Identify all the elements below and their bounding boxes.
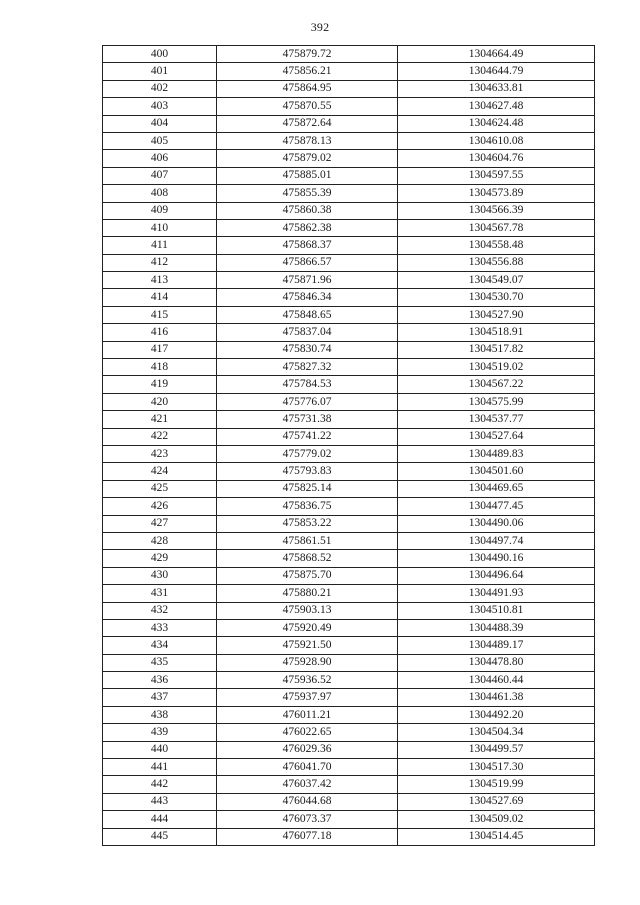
y-coordinate-cell: 1304514.45: [398, 828, 595, 845]
table-row: [103, 411, 595, 428]
y-coordinate-cell: 1304499.57: [398, 741, 595, 758]
x-coordinate-cell: 475846.34: [217, 289, 398, 306]
point-number-cell: 403: [103, 98, 217, 115]
y-coordinate-cell: 1304489.83: [398, 445, 595, 462]
y-coordinate-cell: 1304519.99: [398, 776, 595, 793]
x-coordinate-cell: 475866.57: [217, 254, 398, 271]
x-coordinate-cell: 476029.36: [217, 741, 398, 758]
point-number-cell: 408: [103, 185, 217, 202]
y-coordinate-cell: 1304469.65: [398, 480, 595, 497]
point-number-cell: 440: [103, 741, 217, 758]
table-row: [103, 393, 595, 410]
x-coordinate-cell: 476011.21: [217, 706, 398, 723]
point-number-cell: 405: [103, 132, 217, 149]
x-coordinate-cell: 475860.38: [217, 202, 398, 219]
table-row: [103, 828, 595, 845]
x-coordinate-cell: 475903.13: [217, 602, 398, 619]
table-row: [103, 306, 595, 323]
y-coordinate-cell: 1304478.80: [398, 654, 595, 671]
y-coordinate-cell: 1304566.39: [398, 202, 595, 219]
x-coordinate-cell: 475885.01: [217, 167, 398, 184]
point-number-cell: 421: [103, 411, 217, 428]
point-number-cell: 428: [103, 532, 217, 549]
table-row: [103, 254, 595, 271]
table-row: [103, 150, 595, 167]
point-number-cell: 432: [103, 602, 217, 619]
x-coordinate-cell: 475868.37: [217, 237, 398, 254]
x-coordinate-cell: 476041.70: [217, 759, 398, 776]
point-number-cell: 445: [103, 828, 217, 845]
point-number-cell: 413: [103, 272, 217, 289]
point-number-cell: 439: [103, 724, 217, 741]
x-coordinate-cell: 476044.68: [217, 793, 398, 810]
x-coordinate-cell: 475875.70: [217, 567, 398, 584]
x-coordinate-cell: 475936.52: [217, 672, 398, 689]
table-row: [103, 602, 595, 619]
table-row: [103, 672, 595, 689]
x-coordinate-cell: 475879.72: [217, 46, 398, 63]
point-number-cell: 433: [103, 619, 217, 636]
y-coordinate-cell: 1304624.48: [398, 115, 595, 132]
point-number-cell: 437: [103, 689, 217, 706]
x-coordinate-cell: 475837.04: [217, 324, 398, 341]
y-coordinate-cell: 1304664.49: [398, 46, 595, 63]
point-number-cell: 435: [103, 654, 217, 671]
x-coordinate-cell: 475871.96: [217, 272, 398, 289]
table-row: [103, 498, 595, 515]
y-coordinate-cell: 1304501.60: [398, 463, 595, 480]
x-coordinate-cell: 475836.75: [217, 498, 398, 515]
y-coordinate-cell: 1304633.81: [398, 80, 595, 97]
table-row: [103, 741, 595, 758]
x-coordinate-cell: 475879.02: [217, 150, 398, 167]
point-number-cell: 441: [103, 759, 217, 776]
point-number-cell: 425: [103, 480, 217, 497]
point-number-cell: 414: [103, 289, 217, 306]
y-coordinate-cell: 1304518.91: [398, 324, 595, 341]
table-row: [103, 480, 595, 497]
x-coordinate-cell: 475870.55: [217, 98, 398, 115]
point-number-cell: 415: [103, 306, 217, 323]
point-number-cell: 444: [103, 811, 217, 828]
y-coordinate-cell: 1304517.30: [398, 759, 595, 776]
x-coordinate-cell: 475862.38: [217, 219, 398, 236]
point-number-cell: 410: [103, 219, 217, 236]
y-coordinate-cell: 1304490.06: [398, 515, 595, 532]
y-coordinate-cell: 1304527.69: [398, 793, 595, 810]
x-coordinate-cell: 475868.52: [217, 550, 398, 567]
x-coordinate-cell: 476037.42: [217, 776, 398, 793]
y-coordinate-cell: 1304517.82: [398, 341, 595, 358]
x-coordinate-cell: 475731.38: [217, 411, 398, 428]
table-row: [103, 532, 595, 549]
table-row: [103, 202, 595, 219]
point-number-cell: 404: [103, 115, 217, 132]
table-row: [103, 115, 595, 132]
y-coordinate-cell: 1304567.78: [398, 219, 595, 236]
point-number-cell: 418: [103, 359, 217, 376]
x-coordinate-cell: 475848.65: [217, 306, 398, 323]
x-coordinate-cell: 475920.49: [217, 619, 398, 636]
table-row: [103, 550, 595, 567]
table-row: [103, 237, 595, 254]
x-coordinate-cell: 476077.18: [217, 828, 398, 845]
x-coordinate-cell: 475853.22: [217, 515, 398, 532]
y-coordinate-cell: 1304496.64: [398, 567, 595, 584]
y-coordinate-cell: 1304644.79: [398, 63, 595, 80]
table-row: [103, 793, 595, 810]
table-row: [103, 46, 595, 63]
point-number-cell: 423: [103, 445, 217, 462]
y-coordinate-cell: 1304549.07: [398, 272, 595, 289]
point-number-cell: 400: [103, 46, 217, 63]
x-coordinate-cell: 475741.22: [217, 428, 398, 445]
point-number-cell: 417: [103, 341, 217, 358]
y-coordinate-cell: 1304460.44: [398, 672, 595, 689]
y-coordinate-cell: 1304504.34: [398, 724, 595, 741]
y-coordinate-cell: 1304575.99: [398, 393, 595, 410]
table-row: [103, 811, 595, 828]
y-coordinate-cell: 1304488.39: [398, 619, 595, 636]
table-row: [103, 341, 595, 358]
table-row: [103, 619, 595, 636]
point-number-cell: 416: [103, 324, 217, 341]
x-coordinate-cell: 475856.21: [217, 63, 398, 80]
point-number-cell: 424: [103, 463, 217, 480]
y-coordinate-cell: 1304527.90: [398, 306, 595, 323]
y-coordinate-cell: 1304527.64: [398, 428, 595, 445]
x-coordinate-cell: 475830.74: [217, 341, 398, 358]
y-coordinate-cell: 1304558.48: [398, 237, 595, 254]
point-number-cell: 427: [103, 515, 217, 532]
point-number-cell: 407: [103, 167, 217, 184]
table-row: [103, 689, 595, 706]
point-number-cell: 422: [103, 428, 217, 445]
point-number-cell: 438: [103, 706, 217, 723]
y-coordinate-cell: 1304489.17: [398, 637, 595, 654]
point-number-cell: 442: [103, 776, 217, 793]
point-number-cell: 401: [103, 63, 217, 80]
table-row: [103, 289, 595, 306]
x-coordinate-cell: 475779.02: [217, 445, 398, 462]
y-coordinate-cell: 1304573.89: [398, 185, 595, 202]
table-row: [103, 724, 595, 741]
y-coordinate-cell: 1304627.48: [398, 98, 595, 115]
x-coordinate-cell: 475880.21: [217, 585, 398, 602]
y-coordinate-cell: 1304497.74: [398, 532, 595, 549]
point-number-cell: 443: [103, 793, 217, 810]
x-coordinate-cell: 475793.83: [217, 463, 398, 480]
table-row: [103, 585, 595, 602]
coordinates-table-body: [103, 46, 595, 846]
x-coordinate-cell: 475861.51: [217, 532, 398, 549]
x-coordinate-cell: 475921.50: [217, 637, 398, 654]
y-coordinate-cell: 1304597.55: [398, 167, 595, 184]
point-number-cell: 430: [103, 567, 217, 584]
table-row: [103, 515, 595, 532]
x-coordinate-cell: 475784.53: [217, 376, 398, 393]
point-number-cell: 426: [103, 498, 217, 515]
table-row: [103, 463, 595, 480]
table-row: [103, 219, 595, 236]
y-coordinate-cell: 1304477.45: [398, 498, 595, 515]
table-row: [103, 63, 595, 80]
y-coordinate-cell: 1304610.08: [398, 132, 595, 149]
table-row: [103, 445, 595, 462]
table-row: [103, 706, 595, 723]
table-row: [103, 98, 595, 115]
x-coordinate-cell: 475928.90: [217, 654, 398, 671]
table-row: [103, 428, 595, 445]
point-number-cell: 409: [103, 202, 217, 219]
coordinates-table: [102, 45, 595, 846]
y-coordinate-cell: 1304509.02: [398, 811, 595, 828]
y-coordinate-cell: 1304492.20: [398, 706, 595, 723]
table-row: [103, 167, 595, 184]
point-number-cell: 411: [103, 237, 217, 254]
point-number-cell: 429: [103, 550, 217, 567]
x-coordinate-cell: 475937.97: [217, 689, 398, 706]
x-coordinate-cell: 475872.64: [217, 115, 398, 132]
x-coordinate-cell: 475776.07: [217, 393, 398, 410]
table-row: [103, 359, 595, 376]
x-coordinate-cell: 475878.13: [217, 132, 398, 149]
table-row: [103, 376, 595, 393]
point-number-cell: 419: [103, 376, 217, 393]
table-row: [103, 654, 595, 671]
x-coordinate-cell: 476022.65: [217, 724, 398, 741]
y-coordinate-cell: 1304556.88: [398, 254, 595, 271]
y-coordinate-cell: 1304530.70: [398, 289, 595, 306]
point-number-cell: 434: [103, 637, 217, 654]
table-row: [103, 132, 595, 149]
point-number-cell: 402: [103, 80, 217, 97]
point-number-cell: 420: [103, 393, 217, 410]
x-coordinate-cell: 475827.32: [217, 359, 398, 376]
x-coordinate-cell: 475855.39: [217, 185, 398, 202]
x-coordinate-cell: 475864.95: [217, 80, 398, 97]
page-number: 392: [310, 20, 330, 34]
table-row: [103, 759, 595, 776]
table-row: [103, 324, 595, 341]
table-row: [103, 185, 595, 202]
table-row: [103, 776, 595, 793]
table-row: [103, 80, 595, 97]
y-coordinate-cell: 1304461.38: [398, 689, 595, 706]
x-coordinate-cell: 475825.14: [217, 480, 398, 497]
table-row: [103, 567, 595, 584]
point-number-cell: 412: [103, 254, 217, 271]
table-row: [103, 272, 595, 289]
y-coordinate-cell: 1304519.02: [398, 359, 595, 376]
y-coordinate-cell: 1304537.77: [398, 411, 595, 428]
y-coordinate-cell: 1304490.16: [398, 550, 595, 567]
point-number-cell: 431: [103, 585, 217, 602]
x-coordinate-cell: 476073.37: [217, 811, 398, 828]
table-row: [103, 637, 595, 654]
point-number-cell: 436: [103, 672, 217, 689]
y-coordinate-cell: 1304510.81: [398, 602, 595, 619]
y-coordinate-cell: 1304491.93: [398, 585, 595, 602]
y-coordinate-cell: 1304567.22: [398, 376, 595, 393]
point-number-cell: 406: [103, 150, 217, 167]
y-coordinate-cell: 1304604.76: [398, 150, 595, 167]
